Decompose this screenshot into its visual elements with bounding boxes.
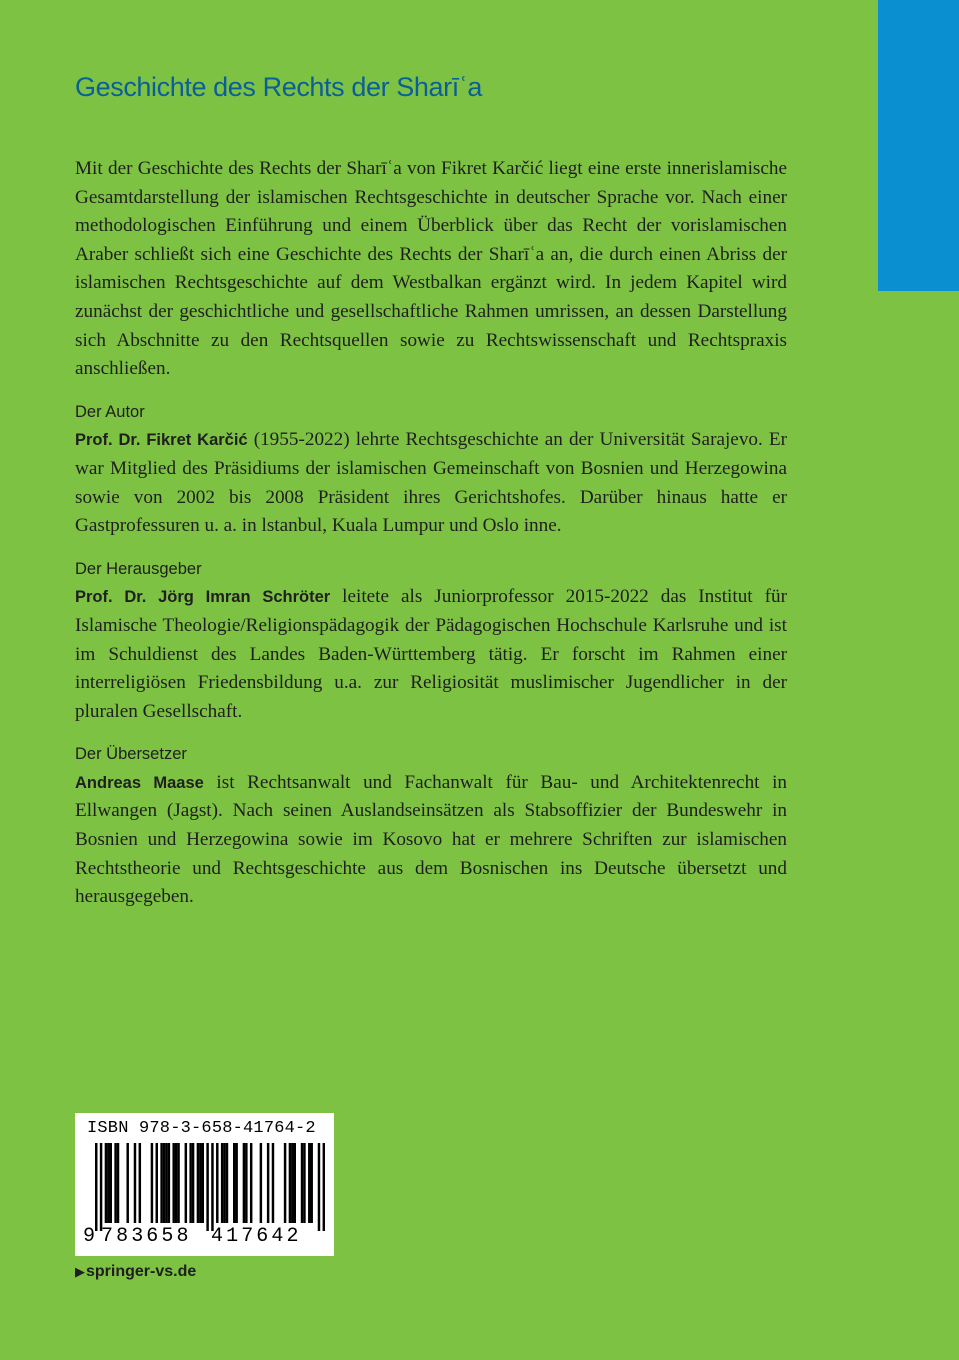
blue-accent-tab <box>878 0 959 291</box>
barcode-bar <box>175 1143 177 1223</box>
barcode-bar <box>117 1143 119 1223</box>
barcode-bar <box>301 1143 303 1223</box>
intro-paragraph: Mit der Geschichte des Rechts der Sharīʿa von Fikret Karčić liegt eine erste innerislamische Gesamtdarstellung der islamischen Rechtsgeschichte in deutscher Sprache vor. Nach einer methodologischen Einführung und einem Überblick über das Recht der vorislamischen Araber schließt sich eine Geschichte des Rechts der Sharīʿa an, die durch einen Abriss der islamischen Rechtsgeschichte auf dem Westbalkan ergänzt wird. In jedem Kapitel wird zunächst der geschichtliche und gesellschaftliche Rahmen umrissen, an dessen Darstellung sich Abschnitte zu den Rechtsquellen sowie zu Rechtswissenschaft und Rechtspraxis anschließen. <box>75 158 787 380</box>
translator-paragraph <box>75 769 787 912</box>
barcode-bar <box>185 1143 187 1223</box>
page-title: Geschichte des Rechts der Sharīʿa <box>75 72 483 102</box>
isbn-number: ISBN 978-3-658-41764-2 <box>87 1119 316 1138</box>
ean-first-digit: 9 <box>83 1225 96 1248</box>
publisher-link[interactable] <box>75 1263 196 1281</box>
barcode-bar <box>172 1143 174 1223</box>
editor-name: Prof. Dr. Jörg Imran Schröter <box>75 588 331 607</box>
barcode-bar <box>134 1143 136 1223</box>
barcode-bar <box>156 1143 158 1223</box>
editor-heading: Der Herausgeber <box>75 559 202 578</box>
barcode-bar <box>245 1143 247 1223</box>
barcode-bar <box>126 1143 128 1223</box>
isbn-barcode <box>75 1113 334 1256</box>
barcode-bar <box>303 1143 305 1223</box>
barcode-bar <box>189 1143 191 1223</box>
barcode-bar <box>211 1143 213 1231</box>
barcode-bar <box>168 1143 170 1223</box>
barcode-bar <box>243 1143 245 1223</box>
translator-name: Andreas Maase <box>75 773 204 792</box>
author-section <box>75 398 787 541</box>
barcode-bar <box>235 1143 237 1223</box>
arrow-right-icon: ▶ <box>75 1264 85 1279</box>
barcode-bar <box>260 1143 262 1223</box>
barcode-bar <box>221 1143 223 1223</box>
barcode-bar <box>291 1143 293 1223</box>
barcode-bar <box>289 1143 291 1223</box>
author-bio: (1955-2022) lehrte Rechtsgeschichte an der Universität Sarajevo. Er war Mitglied des Präsidiums der islamischen Gemeinschaft von Bosnien und Herzegowina sowie von 2002 bis 2008 Präsident ihres Gerichtshofes. Darüber hinaus hatte er Gastprofessuren u. a. in lstanbul, Kuala Lumpur und Oslo inne. <box>75 429 787 537</box>
editor-section <box>75 555 787 727</box>
ean-left-group: 783658 <box>101 1225 192 1248</box>
barcode-bar <box>323 1143 325 1231</box>
author-paragraph <box>75 426 787 540</box>
barcode-bar <box>160 1143 162 1223</box>
barcode-bar <box>114 1143 116 1223</box>
barcode-bar <box>151 1143 153 1223</box>
barcode-bar <box>197 1143 199 1223</box>
barcode-bar <box>100 1143 102 1231</box>
barcode-bar <box>110 1143 112 1223</box>
ean-right-group: 417642 <box>211 1225 302 1248</box>
editor-paragraph <box>75 583 787 726</box>
barcode-bar <box>267 1143 269 1223</box>
barcode-bar <box>206 1143 208 1231</box>
barcode-bar <box>223 1143 225 1223</box>
barcode-bar <box>233 1143 235 1223</box>
barcode-bar <box>294 1143 296 1223</box>
author-heading: Der Autor <box>75 402 145 421</box>
barcode-bars <box>95 1143 325 1231</box>
barcode-bar <box>272 1143 274 1223</box>
editor-bio: leitete als Juniorprofessor 2015-2022 das Institut für Islamische Theologie/Religionspädagogik der Pädagogischen Hochschule Karlsruhe und ist im Schuldienst des Landes Baden-Württemberg tätig. Er forscht im Rahmen einer interreligiösen Friedensbildung u.a. zur Religiosität muslimischer Jugendlicher in der pluralen Gesellschaft. <box>75 586 787 722</box>
barcode-bar <box>284 1143 286 1223</box>
barcode-bar <box>192 1143 194 1223</box>
barcode-bar <box>202 1143 204 1223</box>
back-cover-text <box>75 155 787 912</box>
barcode-bar <box>177 1143 179 1223</box>
barcode-bar <box>226 1143 228 1223</box>
barcode-bar <box>250 1143 252 1223</box>
barcode-bar <box>318 1143 320 1231</box>
translator-bio: ist Rechtsanwalt und Fachanwalt für Bau- und Architektenrecht in Ellwangen (Jagst). Nach seinen Auslandseinsätzen als Stabsoffizier der Bundeswehr in Bosnien und Herzegowina sowie im Kosovo hat er mehrere Schriften zur islamischen Rechtstheorie und Rechtsgeschichte aus dem Bosnischen ins Deutsche übersetzt und herausgegeben. <box>75 771 787 908</box>
barcode-bar <box>95 1143 97 1231</box>
translator-section <box>75 740 787 912</box>
barcode-bar <box>308 1143 310 1223</box>
barcode-bar <box>199 1143 201 1223</box>
barcode-bar <box>107 1143 109 1223</box>
barcode-bar <box>163 1143 165 1223</box>
barcode-bar <box>139 1143 141 1223</box>
barcode-bar <box>165 1143 167 1223</box>
publisher-link-text: springer-vs.de <box>86 1263 197 1280</box>
barcode-bar <box>216 1143 218 1223</box>
barcode-bar <box>105 1143 107 1223</box>
author-name: Prof. Dr. Fikret Karčić <box>75 431 248 450</box>
translator-heading: Der Übersetzer <box>75 745 187 764</box>
barcode-bar <box>310 1143 312 1223</box>
